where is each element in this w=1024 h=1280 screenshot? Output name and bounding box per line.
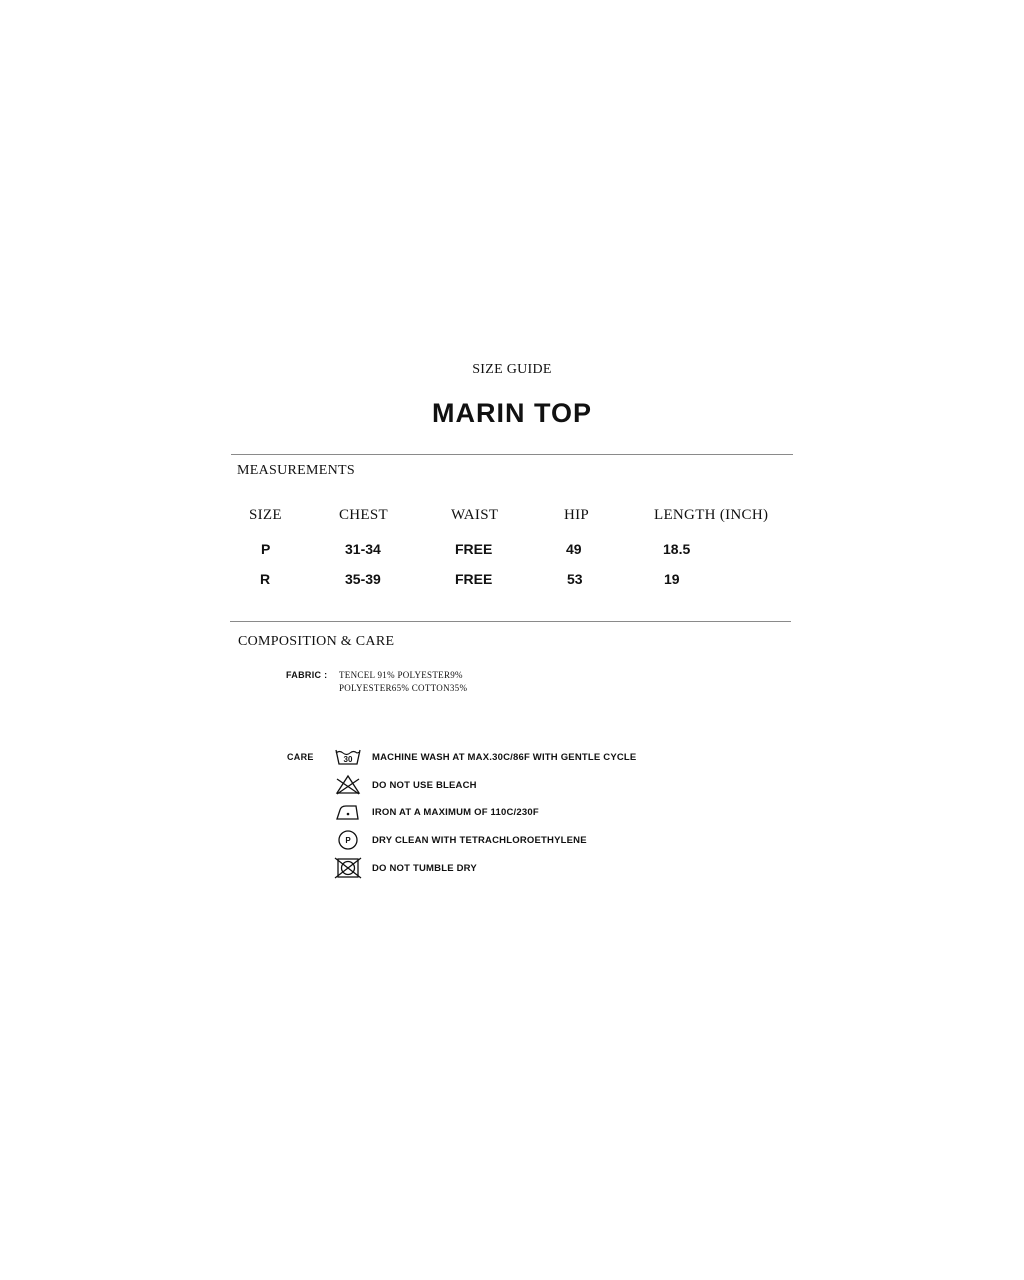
- table-cell-length: 18.5: [663, 541, 691, 557]
- care-label: CARE: [287, 752, 314, 762]
- divider-middle: [230, 621, 791, 622]
- measurements-heading: MEASUREMENTS: [237, 463, 355, 478]
- size-guide-label: SIZE GUIDE: [472, 362, 552, 377]
- column-header-chest: CHEST: [339, 507, 389, 523]
- table-cell-waist: FREE: [455, 571, 493, 587]
- table-cell-waist: FREE: [455, 541, 493, 557]
- table-cell-size: P: [261, 541, 271, 557]
- dry-clean-p-icon: [334, 829, 362, 851]
- care-instruction: MACHINE WASH AT MAX.30C/86F WITH GENTLE CYCLE: [372, 752, 637, 763]
- product-title: MARIN TOP: [431, 398, 592, 428]
- table-cell-hip: 53: [567, 571, 583, 587]
- wash-30-icon-label: 30: [343, 755, 353, 764]
- fabric-line: POLYESTER65% COTTON35%: [339, 683, 468, 693]
- no-tumble-dry-icon: [334, 857, 362, 879]
- divider-top: [231, 454, 793, 455]
- table-cell-chest: 35-39: [345, 571, 381, 587]
- fabric-label: FABRIC :: [286, 670, 328, 680]
- column-header-size: SIZE: [249, 507, 282, 523]
- dry-clean-icon-label: P: [345, 836, 351, 845]
- column-header-length: LENGTH (INCH): [654, 507, 769, 523]
- care-instruction: DRY CLEAN WITH TETRACHLOROETHYLENE: [372, 835, 587, 846]
- composition-heading: COMPOSITION & CARE: [238, 634, 395, 649]
- care-instruction: IRON AT A MAXIMUM OF 110C/230F: [372, 807, 539, 818]
- wash-30-icon: [334, 746, 362, 768]
- table-cell-size: R: [260, 571, 271, 587]
- care-instruction: DO NOT USE BLEACH: [372, 780, 477, 791]
- no-bleach-icon: [334, 774, 362, 796]
- column-header-waist: WAIST: [451, 507, 499, 523]
- table-cell-hip: 49: [566, 541, 582, 557]
- iron-icon: [334, 801, 362, 823]
- fabric-line: TENCEL 91% POLYESTER9%: [339, 670, 463, 680]
- care-instruction: DO NOT TUMBLE DRY: [372, 863, 477, 874]
- table-cell-length: 19: [664, 571, 680, 587]
- column-header-hip: HIP: [564, 507, 590, 523]
- table-cell-chest: 31-34: [345, 541, 381, 557]
